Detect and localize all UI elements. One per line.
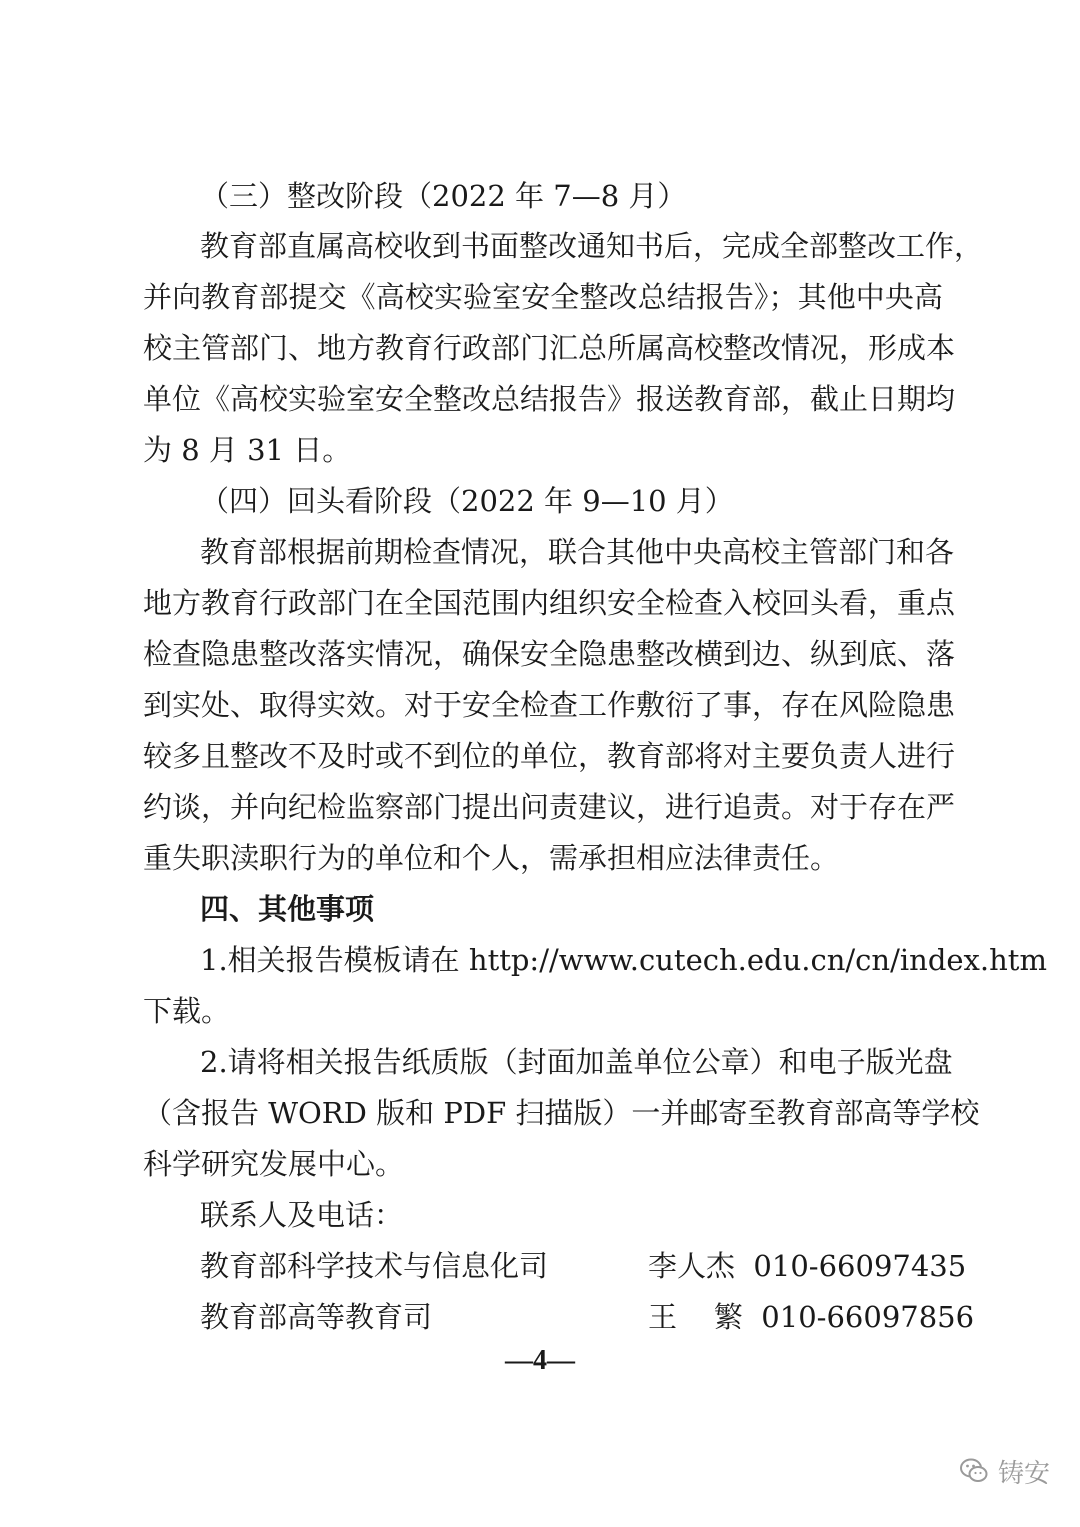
contact-dept-2: 教育部高等教育司: [200, 1300, 433, 1334]
stage3-line-2: 并向教育部提交《高校实验室安全整改总结报告》；其他中央高: [143, 280, 943, 314]
part4-heading: 四、其他事项: [200, 892, 375, 926]
stage3-line-4: 单位《高校实验室安全整改总结报告》报送教育部，截止日期均: [143, 382, 956, 416]
contact-label: 联系人及电话：: [200, 1198, 404, 1232]
watermark: [958, 1449, 1050, 1493]
stage4-line-3: 检查隐患整改落实情况，确保安全隐患整改横到边、纵到底、落: [143, 637, 956, 671]
stage4-line-5: 较多且整改不及时或不到位的单位，教育部将对主要负责人进行: [143, 739, 956, 773]
stage3-line-3: 校主管部门、地方教育行政部门汇总所属高校整改情况，形成本: [143, 331, 956, 365]
stage3-heading: （三）整改阶段（2022 年 7—8 月）: [200, 179, 687, 213]
stage3-line-5: 为 8 月 31 日。: [143, 433, 352, 467]
watermark-text: 铸安: [998, 1458, 1051, 1489]
page-number: —4—: [505, 1345, 575, 1376]
stage4-line-4: 到实处、取得实效。对于安全检查工作敷衍了事，存在风险隐患: [143, 688, 956, 722]
item2-line-2: （含报告 WORD 版和 PDF 扫描版）一并邮寄至教育部高等学校: [143, 1096, 980, 1130]
stage4-line-6: 约谈，并向纪检监察部门提出问责建议，进行追责。对于存在严: [143, 790, 956, 824]
item1-line-2: 下载。: [143, 994, 231, 1028]
item2-line-3: 科学研究发展中心。: [143, 1147, 405, 1181]
item1-line-1: 1.相关报告模板请在 http://www.cutech.edu.cn/cn/index.htm: [200, 943, 1047, 977]
item2-line-1: 2.请将相关报告纸质版（封面加盖单位公章）和电子版光盘: [200, 1045, 953, 1079]
stage4-line-2: 地方教育行政部门在全国范围内组织安全检查入校回头看，重点: [143, 586, 956, 620]
stage3-line-1: 教育部直属高校收到书面整改通知书后，完成全部整改工作，: [200, 229, 984, 263]
stage4-line-1: 教育部根据前期检查情况，联合其他中央高校主管部门和各: [200, 535, 955, 569]
contact-dept-1: 教育部科学技术与信息化司: [200, 1249, 549, 1283]
wechat-icon: [958, 1455, 990, 1487]
contact-person-2: 王 繁 010-66097856: [648, 1300, 975, 1334]
stage4-line-7: 重失职渎职行为的单位和个人，需承担相应法律责任。: [143, 841, 840, 875]
contact-person-1: 李人杰 010-66097435: [648, 1249, 967, 1283]
stage4-heading: （四）回头看阶段（2022 年 9—10 月）: [200, 484, 734, 518]
